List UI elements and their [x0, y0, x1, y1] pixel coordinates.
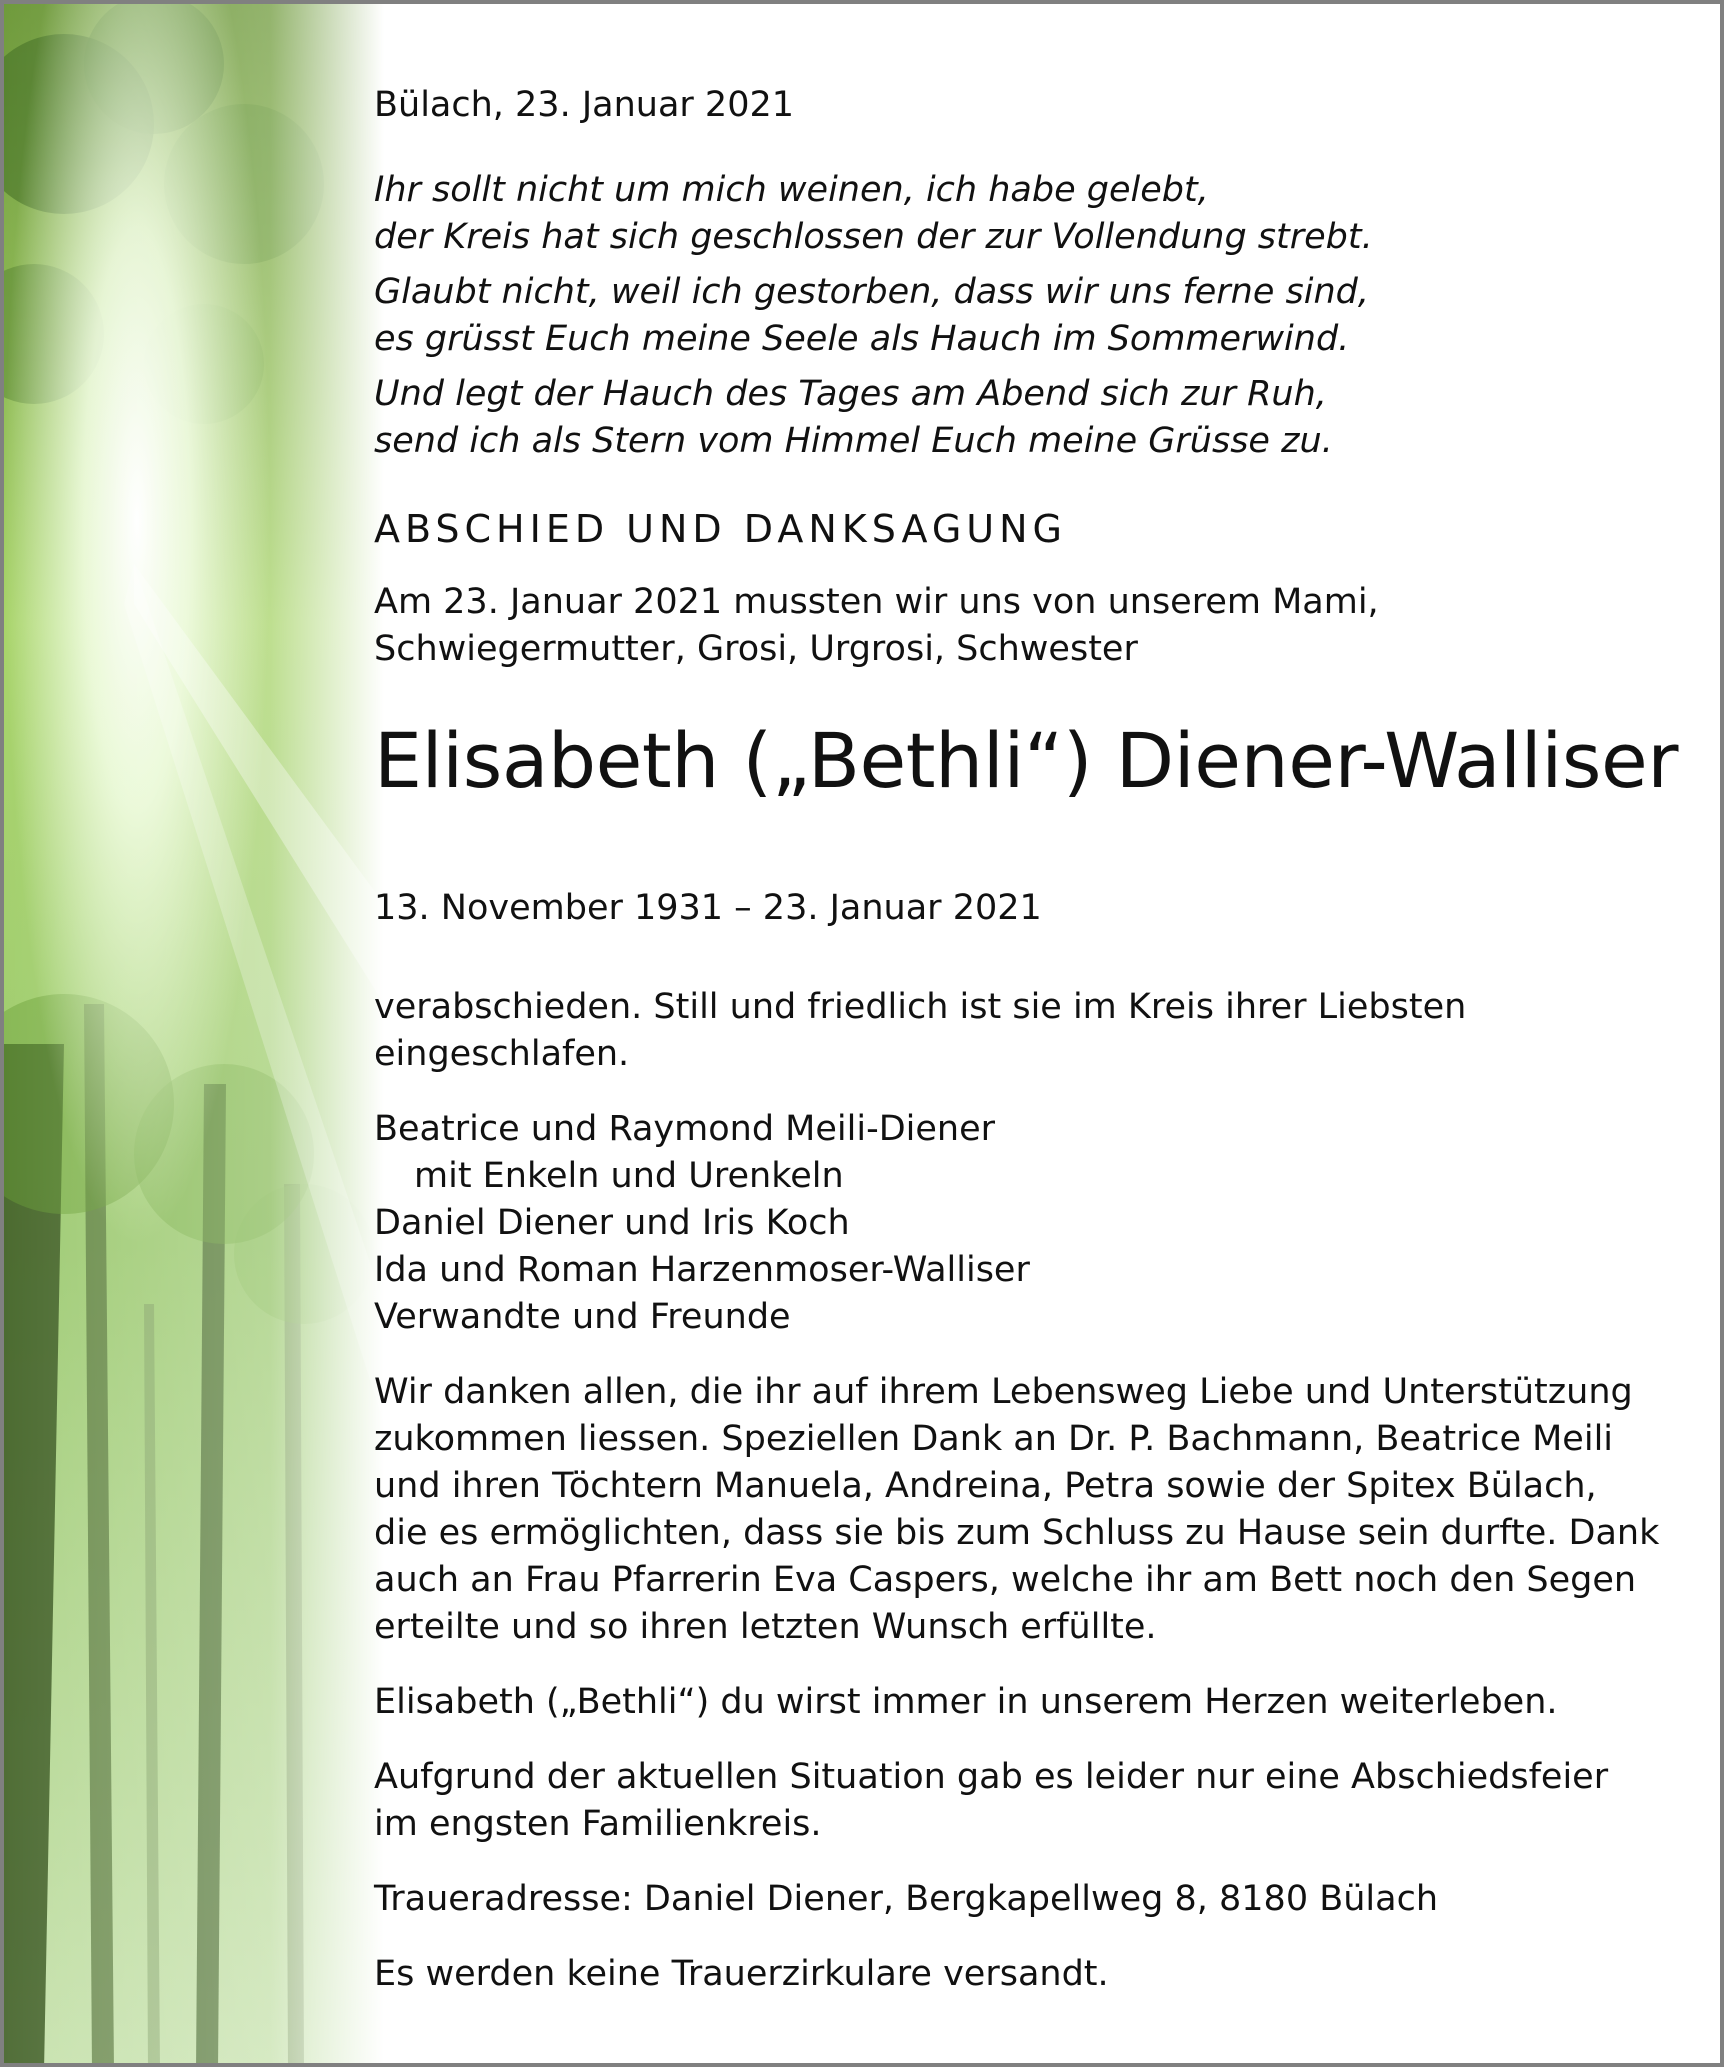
obituary-text — [374, 82, 1678, 1998]
poem-line: Glaubt nicht, weil ich gestorben, dass wir uns ferne sind, — [374, 272, 1369, 312]
poem — [374, 167, 1674, 465]
poem-line: der Kreis hat sich geschlossen der zur Vollendung strebt. — [374, 217, 1373, 257]
mourner: mit Enkeln und Urenkeln — [414, 1156, 844, 1196]
thanks-line: und ihren Töchtern Manuela, Andreina, Petra sowie der Spitex Bülach, — [374, 1466, 1597, 1506]
mourner: Daniel Diener und Iris Koch — [374, 1203, 850, 1243]
forest-background-image — [4, 4, 384, 2067]
thanks-paragraph — [374, 1369, 1674, 1651]
farewell-paragraph — [374, 984, 1674, 1078]
ceremony-line: im engsten Familienkreis. — [374, 1804, 822, 1844]
poem-line: es grüsst Euch meine Seele als Hauch im Sommerwind. — [374, 319, 1350, 359]
poem-line: Und legt der Hauch des Tages am Abend sich zur Ruh, — [374, 374, 1327, 414]
circulars-note: Es werden keine Trauerzirkulare versandt. — [374, 1954, 1109, 1994]
mourner: Verwandte und Freunde — [374, 1297, 791, 1337]
poem-line: send ich als Stern vom Himmel Euch meine Grüsse zu. — [374, 421, 1333, 461]
mourner: Beatrice und Raymond Meili-Diener — [374, 1109, 996, 1149]
thanks-line: erteilte und so ihren letzten Wunsch erfüllte. — [374, 1607, 1157, 1647]
section-heading: ABSCHIED UND DANKSAGUNG — [374, 507, 1067, 551]
mourner: Ida und Roman Harzenmoser-Walliser — [374, 1250, 1030, 1290]
thanks-line: auch an Frau Pfarrerin Eva Caspers, welche ihr am Bett noch den Segen — [374, 1560, 1637, 1600]
mourning-address: Traueradresse: Daniel Diener, Bergkapellweg 8, 8180 Bülach — [374, 1879, 1439, 1919]
poem-stanza — [374, 269, 1674, 363]
thanks-line: die es ermöglichten, dass sie bis zum Schluss zu Hause sein durfte. Dank — [374, 1513, 1660, 1553]
ceremony-line: Aufgrund der aktuellen Situation gab es leider nur eine Abschiedsfeier — [374, 1757, 1609, 1797]
intro-line: Schwiegermutter, Grosi, Urgrosi, Schwester — [374, 629, 1138, 669]
poem-stanza — [374, 167, 1674, 261]
forest-illustration — [4, 4, 384, 2067]
thanks-line: zukommen liessen. Speziellen Dank an Dr. P. Bachmann, Beatrice Meili — [374, 1419, 1614, 1459]
life-dates: 13. November 1931 – 23. Januar 2021 — [374, 888, 1042, 928]
thanks-line: Wir danken allen, die ihr auf ihrem Lebensweg Liebe und Unterstützung — [374, 1372, 1633, 1412]
intro-line: Am 23. Januar 2021 mussten wir uns von unserem Mami, — [374, 582, 1379, 622]
place-date: Bülach, 23. Januar 2021 — [374, 85, 794, 125]
deceased-name: Elisabeth („Bethli“) Diener-Walliser — [374, 716, 1678, 805]
remembrance-line: Elisabeth („Bethli“) du wirst immer in unserem Herzen weiterleben. — [374, 1682, 1558, 1722]
mourners-list — [374, 1106, 1674, 1341]
ceremony-paragraph — [374, 1754, 1674, 1848]
poem-line: Ihr sollt nicht um mich weinen, ich habe gelebt, — [374, 170, 1209, 210]
farewell-line: eingeschlafen. — [374, 1034, 630, 1074]
farewell-line: verabschieden. Still und friedlich ist sie im Kreis ihrer Liebsten — [374, 987, 1467, 1027]
poem-stanza — [374, 371, 1674, 465]
